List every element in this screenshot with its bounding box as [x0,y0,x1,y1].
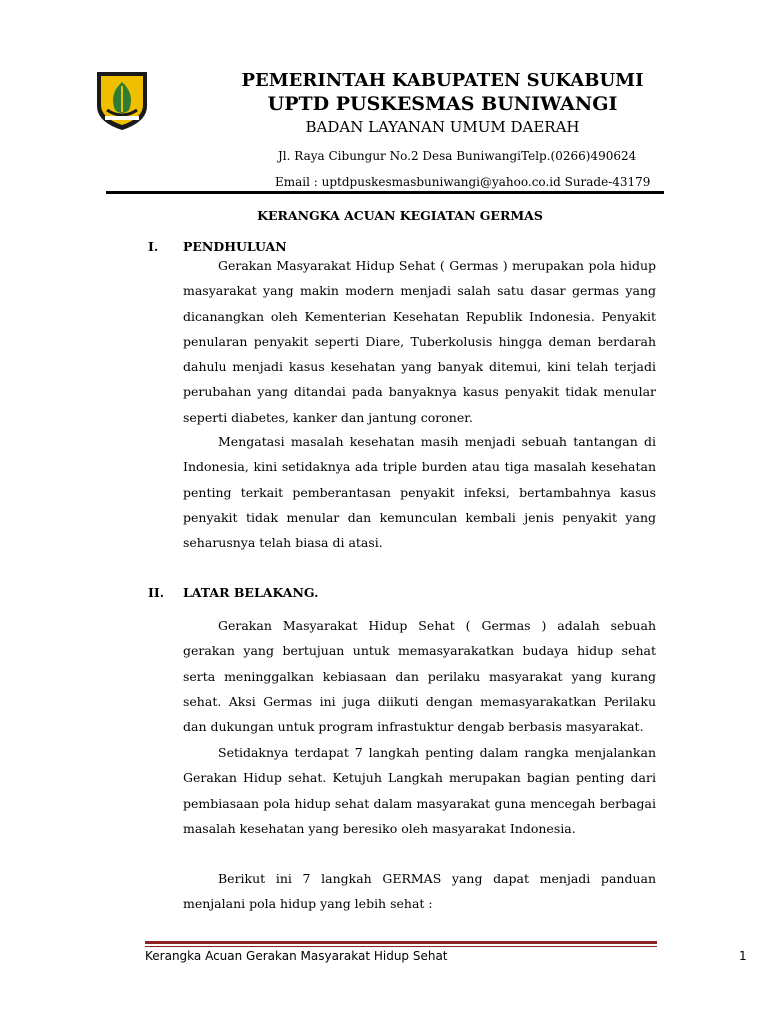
section-2-paragraph-2: Setidaknya terdapat 7 langkah penting dalam rangka menjalankan Gerakan Hidup sehat. Ketujuh Langkah merupakan bagian penting dari pembiasaan pola hidup sehat dalam masyarakat guna mencegah berbagai masalah kesehatan yang beresiko oleh masyarakat Indonesia. [183,745,656,836]
regency-logo [95,70,149,132]
org-name-line-2: UPTD PUSKESMAS BUNIWANGI [267,93,618,115]
letterhead-divider [106,191,664,194]
section-1-paragraph-1: Gerakan Masyarakat Hidup Sehat ( Germas ) merupakan pola hidup masyarakat yang makin modern menjadi salah satu dasar germas yang dicanangkan oleh Kementerian Kesehatan Republik Indonesia. Penyakit penularan penyakit seperti Diare, Tuberkolusis hingga deman berdarah dahulu menjadi kasus kesehatan yang banyak ditemui, kini telah terjadi perubahan yang ditandai pada banyaknya kasus penyakit tidak menular seperti diabetes, kanker dan jantung coroner. [183,258,656,425]
section-2-paragraph-3: Berikut ini 7 langkah GERMAS yang dapat menjadi panduan menjalani pola hidup yang lebih sehat : [183,871,656,912]
section-2-title: LATAR BELAKANG. [183,585,319,600]
footer-rule [145,941,657,944]
email-line: Email : uptdpuskesmasbuniwangi@yahoo.co.id Surade-43179 [275,175,651,189]
section-1-paragraph-2: Mengatasi masalah kesehatan masih menjadi sebuah tantangan di Indonesia, kini setidaknya ada triple burden atau tiga masalah kesehatan penting terkait pemberantasan penyakit infeksi, bertambahnya kasus penyakit tidak menular dan kemunculan kembali jenis penyakit yang seharusnya telah biasa di atasi. [183,434,656,551]
org-name-line-3: BADAN LAYANAN UMUM DAERAH [305,118,580,136]
footer-rule-thin [145,946,657,947]
org-name-line-1: PEMERINTAH KABUPATEN SUKABUMI [241,70,644,91]
section-2-paragraph-1: Gerakan Masyarakat Hidup Sehat ( Germas ) adalah sebuah gerakan yang bertujuan untuk memasyarakatkan budaya hidup sehat serta meninggalkan kebiasaan dan perilaku masyarakat yang kurang sehat. Aksi Germas ini juga diikuti dengan memasyarakatkan Perilaku dan dukungan untuk program infrastuktur dengab berbasis masyarakat. [183,618,656,735]
page-number: 1 [739,949,747,963]
section-1-title: PENDHULUAN [183,239,287,254]
address-line: Jl. Raya Cibungur No.2 Desa BuniwangiTelp.(0266)490624 [278,149,637,163]
section-2-number: II. [148,585,165,600]
document-title: KERANGKA ACUAN KEGIATAN GERMAS [257,208,543,223]
section-1-number: I. [148,239,159,254]
footer-text: Kerangka Acuan Gerakan Masyarakat Hidup Sehat [145,949,448,963]
